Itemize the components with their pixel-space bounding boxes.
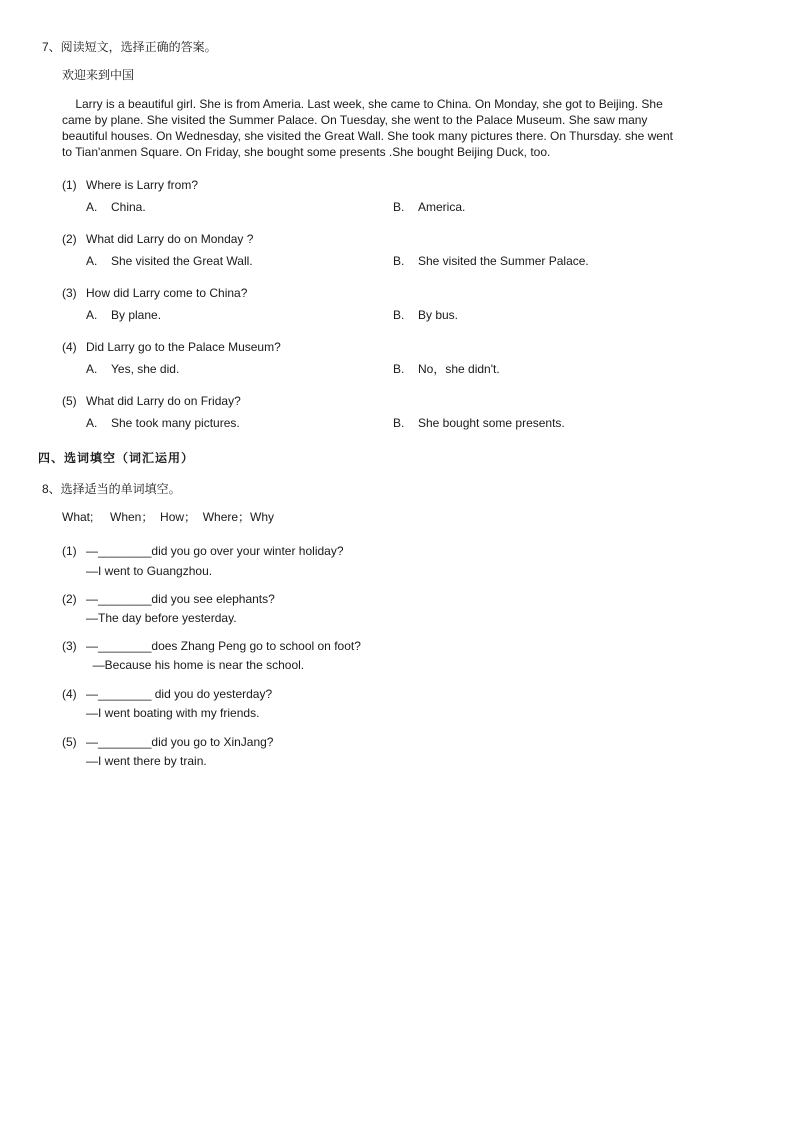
option-a: She took many pictures. [111,416,240,430]
question-number: (1) [62,178,77,192]
option-b-label: B. [393,308,405,322]
item-number: (5) [62,735,77,749]
option-a: She visited the Great Wall. [111,254,253,268]
fill-blank-answer: —The day before yesterday. [86,611,237,625]
fill-blank-answer: —I went there by train. [86,754,207,768]
option-b-label: B. [393,362,405,376]
option-a-label: A. [86,254,98,268]
passage-title: 欢迎来到中国 [62,68,135,82]
question-number: (5) [62,394,77,408]
passage-line: to Tian'anmen Square. On Friday, she bought some presents .She bought Beijing Duck, too. [62,145,551,159]
word-bank: What; When； How； Where；Why [62,510,275,524]
option-b-label: B. [393,416,405,430]
item-number: (2) [62,592,77,606]
q7-header: 7、阅读短文，选择正确的答案。 [42,40,217,54]
fill-blank-question: —________did you see elephants? [86,592,275,606]
fill-blank-question: —________did you go over your winter holiday? [86,544,344,558]
option-b-label: B. [393,200,405,214]
fill-blank-answer: —I went boating with my friends. [86,706,260,720]
fill-blank-answer: —Because his home is near the school. [86,658,305,672]
option-b: By bus. [418,308,459,322]
option-b: America. [418,200,466,214]
question-number: (4) [62,340,77,354]
option-a-label: A. [86,362,98,376]
option-b: She visited the Summer Palace. [418,254,589,268]
item-number: (1) [62,544,77,558]
option-b-label: B. [393,254,405,268]
passage-line: Larry is a beautiful girl. She is from Ameria. Last week, she came to China. On Monday, she got to Beijing. She [62,97,663,111]
option-b: She bought some presents. [418,416,565,430]
question-number: (2) [62,232,77,246]
option-a: China. [111,200,146,214]
question-text: What did Larry do on Monday ? [86,232,254,246]
question-number: (3) [62,286,77,300]
q8-header: 8、选择适当的单词填空。 [42,482,181,496]
passage [62,96,722,160]
option-a-label: A. [86,416,98,430]
section-title: 四、选词填空（词汇运用） [38,451,195,465]
option-a: Yes, she did. [111,362,180,376]
question-text: Where is Larry from? [86,178,199,192]
question-text: Did Larry go to the Palace Museum? [86,340,281,354]
option-a-label: A. [86,200,98,214]
option-b: No，she didn't. [418,362,500,376]
fill-blank-question: —________ did you do yesterday? [86,687,273,701]
fill-blank-question: —________does Zhang Peng go to school on foot? [86,639,361,653]
passage-line: beautiful houses. On Wednesday, she visited the Great Wall. She took many pictures there. On Thursday. she went [62,129,673,143]
item-number: (4) [62,687,77,701]
question-text: How did Larry come to China? [86,286,248,300]
fill-blank-question: —________did you go to XinJang? [86,735,274,749]
question-text: What did Larry do on Friday? [86,394,241,408]
fill-blank-answer: —I went to Guangzhou. [86,564,213,578]
option-a: By plane. [111,308,162,322]
item-number: (3) [62,639,77,653]
option-a-label: A. [86,308,98,322]
passage-line: came by plane. She visited the Summer Palace. On Tuesday, she went to the Palace Museum. She saw many [62,113,648,127]
